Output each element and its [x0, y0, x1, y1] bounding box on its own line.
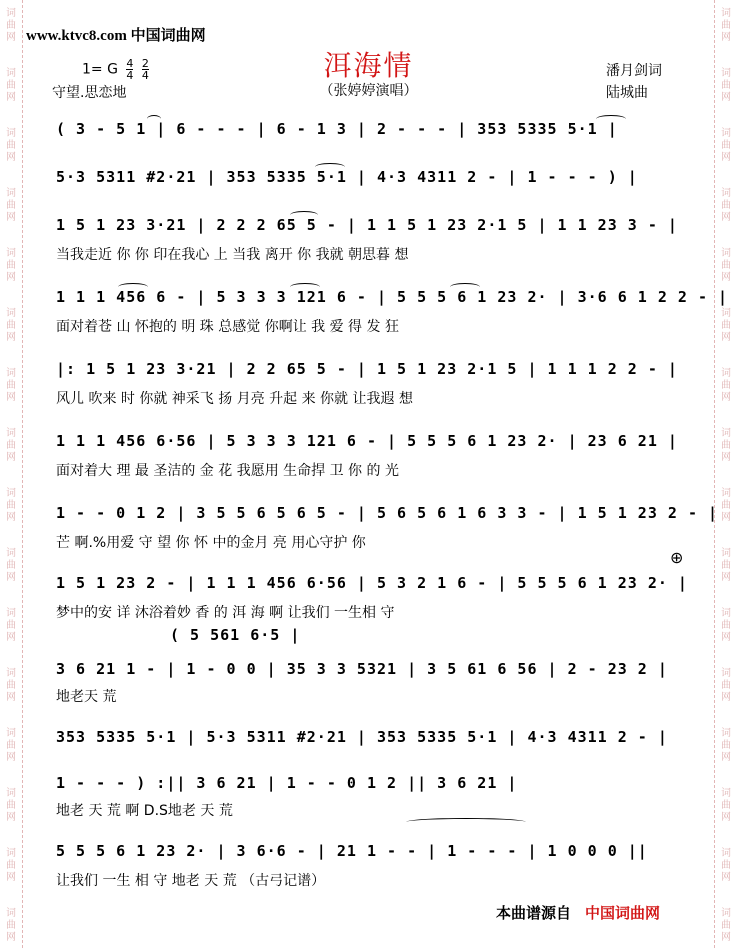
slur-mark	[596, 115, 626, 123]
watermark-text: 词 曲 网	[6, 368, 16, 403]
lyric-line-9: 地老天 荒	[56, 689, 117, 705]
score-line-4: 1 1 1 456 6 - | 5 3 3 3 121 6 - | 5 5 5 6 1 23 2· | 3·6 6 1 2 2 - |	[56, 288, 729, 306]
time-signature-2: $\frac{2}{4}$	[141, 57, 149, 82]
watermark-text: 词 曲 网	[6, 908, 16, 943]
lyric-line-11: 地老 天 荒 啊 D.S地老 天 荒	[56, 803, 233, 819]
watermark-text: 词 曲 网	[6, 608, 16, 643]
watermark-text: 词 曲 网	[6, 668, 16, 703]
score-line-3: 1 5 1 23 3·21 | 2 2 2 65 5 - | 1 1 5 1 23 2·1 5 | 1 1 23 3 - |	[56, 216, 678, 234]
watermark-text: 词 曲 网	[721, 788, 731, 823]
composer-credit: 陆城曲	[606, 85, 648, 101]
watermark-text: 词 曲 网	[721, 128, 731, 163]
watermark-text: 词 曲 网	[721, 68, 731, 103]
watermark-text: 词 曲 网	[721, 248, 731, 283]
singer-credit: （张婷婷演唱）	[319, 83, 418, 99]
lyric-line-5: 风儿 吹来 时 你就 神采飞 扬 月亮 升起 来 你就 让我遐 想	[56, 391, 413, 407]
score-line-1: ( 3 - 5 1 | 6 - - - | 6 - 1 3 | 2 - - - | 353 5335 5·1 |	[56, 120, 618, 138]
watermark-text: 词 曲 网	[6, 188, 16, 223]
slur-mark	[290, 283, 320, 291]
lyricist-credit: 潘月剑词	[606, 63, 662, 79]
lyric-line-8: 梦中的安 详 沐浴着妙 香 的 洱 海 啊 让我们 一生相 守	[56, 605, 395, 621]
source-label: 本曲谱源自	[496, 904, 572, 922]
slur-mark	[315, 163, 345, 171]
score-line-10: 353 5335 5·1 | 5·3 5311 #2·21 | 353 5335 5·1 | 4·3 4311 2 - |	[56, 728, 668, 746]
slur-mark	[450, 283, 480, 291]
score-line-5: |: 1 5 1 23 3·21 | 2 2 65 5 - | 1 5 1 23 2·1 5 | 1 1 1 2 2 - |	[56, 360, 678, 378]
score-line-8: 1 5 1 23 2 - | 1 1 1 456 6·56 | 5 3 2 1 6 - | 5 5 5 6 1 23 2· |	[56, 574, 688, 592]
slur-mark	[406, 818, 526, 826]
score-line-7: 1 - - 0 1 2 | 3 5 5 6 5 6 5 - | 5 6 5 6 1 6 3 3 - | 1 5 1 23 2 - |	[56, 504, 719, 522]
watermark-text: 词 曲 网	[6, 68, 16, 103]
watermark-text: 词 曲 网	[721, 908, 731, 943]
watermark-text: 词 曲 网	[721, 668, 731, 703]
site-banner[interactable]: www.ktvc8.com 中国词曲网	[26, 28, 206, 44]
key-label: 1= G	[82, 61, 118, 78]
score-line-6: 1 1 1 456 6·56 | 5 3 3 3 121 6 - | 5 5 5 6 1 23 2· | 23 6 21 |	[56, 432, 678, 450]
score-line-alt: ( 5 561 6·5 |	[170, 626, 301, 644]
watermark-text: 词 曲 网	[721, 728, 731, 763]
slur-mark	[290, 211, 318, 219]
watermark-text: 词 曲 网	[6, 788, 16, 823]
lyric-line-6: 面对着大 理 最 圣洁的 金 花 我愿用 生命捍 卫 你 的 光	[56, 463, 399, 479]
watermark-text: 词 曲 网	[6, 248, 16, 283]
watermark-text: 词 曲 网	[721, 188, 731, 223]
left-watermark-strip	[0, 0, 23, 948]
source-site-link[interactable]: 中国词曲网	[585, 904, 661, 922]
song-title: 洱海情	[323, 49, 414, 82]
watermark-text: 词 曲 网	[6, 428, 16, 463]
watermark-text: 词 曲 网	[6, 488, 16, 523]
lyric-line-12: 让我们 一生 相 守 地老 天 荒 （古弓记谱）	[56, 873, 326, 889]
watermark-text: 词 曲 网	[6, 548, 16, 583]
time-signature-1: $\frac{4}{4}$	[126, 57, 134, 82]
watermark-text: 词 曲 网	[721, 308, 731, 343]
mood-marking: 守望.思恋地	[52, 85, 127, 101]
watermark-text: 词 曲 网	[721, 848, 731, 883]
right-watermark-strip	[714, 0, 737, 948]
lyric-line-4: 面对着苍 山 怀抱的 明 珠 总感觉 你啊让 我 爱 得 发 狂	[56, 319, 399, 335]
score-line-12: 5 5 5 6 1 23 2· | 3 6·6 - | 21 1 - - | 1 - - - | 1 0 0 0 ||	[56, 842, 648, 860]
watermark-text: 词 曲 网	[6, 128, 16, 163]
watermark-text: 词 曲 网	[721, 8, 731, 43]
watermark-text: 词 曲 网	[721, 608, 731, 643]
key-signature	[82, 58, 149, 81]
watermark-text: 词 曲 网	[6, 848, 16, 883]
watermark-text: 词 曲 网	[6, 728, 16, 763]
watermark-text: 词 曲 网	[6, 308, 16, 343]
score-line-11: 1 - - - ) :|| 3 6 21 | 1 - - 0 1 2 || 3 6 21 |	[56, 774, 518, 792]
score-line-2: 5·3 5311 #2·21 | 353 5335 5·1 | 4·3 4311 2 - | 1 - - - ) |	[56, 168, 638, 186]
source-note	[496, 902, 660, 923]
watermark-text: 词 曲 网	[721, 368, 731, 403]
slur-mark	[118, 283, 148, 291]
watermark-text: 词 曲 网	[6, 8, 16, 43]
watermark-text: 词 曲 网	[721, 428, 731, 463]
watermark-text: 词 曲 网	[721, 488, 731, 523]
coda-mark: ⊕	[670, 548, 684, 567]
lyric-line-3: 当我走近 你 你 印在我心 上 当我 离开 你 我就 朝思暮 想	[56, 247, 409, 263]
lyric-line-7: 芒 啊.%用爱 守 望 你 怀 中的金月 亮 用心守护 你	[56, 535, 366, 551]
watermark-text: 词 曲 网	[721, 548, 731, 583]
slur-mark	[147, 115, 161, 123]
score-line-9: 3 6 21 1 - | 1 - 0 0 | 35 3 3 5321 | 3 5 61 6 56 | 2 - 23 2 |	[56, 660, 668, 678]
